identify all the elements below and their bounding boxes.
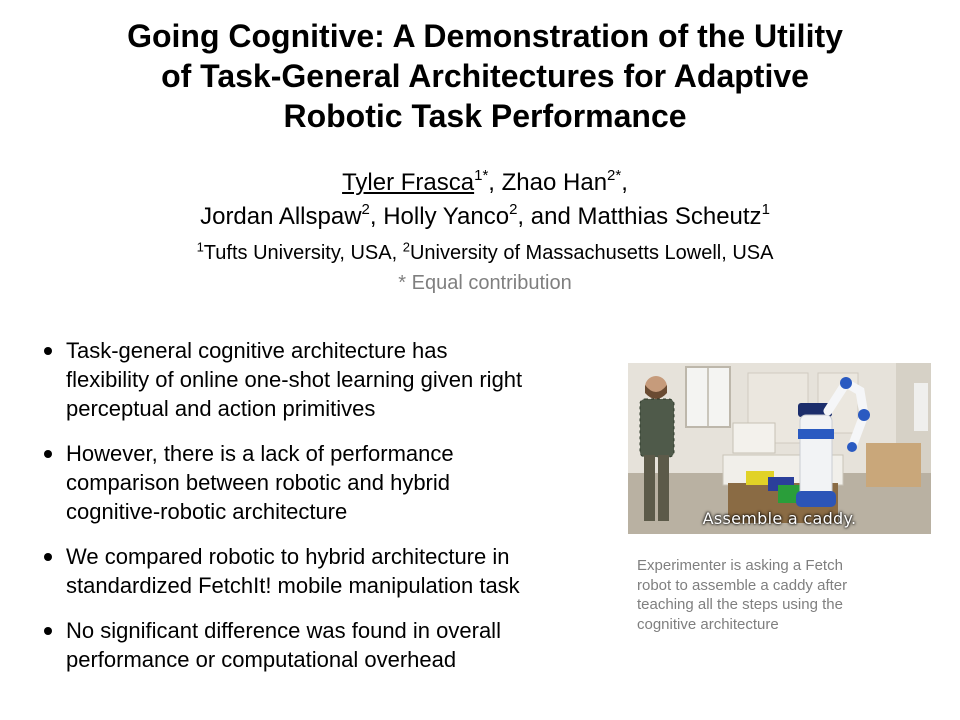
bullet-line: flexibility of online one-shot learning given right [66, 367, 523, 392]
author-affiliation-mark: 2 [361, 201, 370, 218]
bullet-line: However, there is a lack of performance [66, 441, 454, 466]
affiliation-text: Tufts University, USA, [203, 242, 403, 264]
bullet-text [66, 439, 624, 526]
equal-contribution-note: * Equal contribution [398, 272, 572, 294]
bullet-line: No significant difference was found in overall [66, 618, 501, 643]
title-line-1: Going Cognitive: A Demonstration of the Utility [127, 18, 843, 54]
author-name: Holly Yanco [383, 203, 510, 230]
bullet-text [66, 542, 624, 600]
bullet-dot-icon [44, 347, 52, 355]
author-separator: , [621, 169, 628, 196]
author-list [40, 166, 930, 234]
bullet-line: We compared robotic to hybrid architecture in [66, 544, 510, 569]
author-name: Jordan Allspaw [200, 203, 362, 230]
author-affiliation-mark: 1* [474, 167, 489, 184]
affiliation-number: 2 [402, 239, 410, 255]
bullet-item [44, 616, 624, 674]
author-separator: , [488, 169, 502, 196]
affiliation-line [40, 240, 930, 266]
affiliation-text: University of Massachusetts Lowell, USA [409, 242, 774, 264]
bullet-dot-icon [44, 450, 52, 458]
author-affiliation-mark: 1 [761, 201, 770, 218]
author-name-presenter: Tyler Frasca [342, 169, 475, 196]
bullet-line: comparison between robotic and hybrid [66, 470, 451, 495]
figure-caption [637, 556, 937, 634]
affiliation-number: 1 [196, 239, 204, 255]
author-affiliation-mark: 2* [607, 167, 622, 184]
author-name: Zhao Han [501, 169, 608, 196]
author-name: Matthias Scheutz [577, 203, 762, 230]
author-separator: , [369, 203, 384, 230]
bullet-line: cognitive-robotic architecture [66, 499, 348, 524]
caption-line: robot to assemble a caddy after [637, 576, 848, 594]
title-line-3: Robotic Task Performance [283, 98, 687, 134]
caption-line: cognitive architecture [637, 615, 779, 633]
author-affiliation-mark: 2 [509, 201, 518, 218]
bullet-line: perceptual and action primitives [66, 396, 376, 421]
author-line-1 [40, 166, 930, 200]
author-separator: , and [517, 203, 578, 230]
bullet-item [44, 542, 624, 600]
bullet-list [44, 336, 624, 690]
caption-line: Experimenter is asking a Fetch [637, 557, 843, 574]
caption-line: teaching all the steps using the [637, 596, 843, 613]
paper-title [40, 16, 930, 136]
photo-overlay-text: Assemble a caddy. [702, 509, 857, 528]
experiment-photo [628, 363, 931, 534]
bullet-dot-icon [44, 627, 52, 635]
title-line-2: of Task-General Architectures for Adaptive [161, 58, 809, 94]
bullet-dot-icon [44, 553, 52, 561]
bullet-text [66, 616, 624, 674]
bullet-line: performance or computational overhead [66, 647, 457, 672]
bullet-item [44, 336, 624, 423]
bullet-item [44, 439, 624, 526]
bullet-text [66, 336, 624, 423]
bullet-line: Task-general cognitive architecture has [66, 338, 448, 363]
bullet-line: standardized FetchIt! mobile manipulation task [66, 573, 520, 598]
author-line-2 [40, 200, 930, 234]
